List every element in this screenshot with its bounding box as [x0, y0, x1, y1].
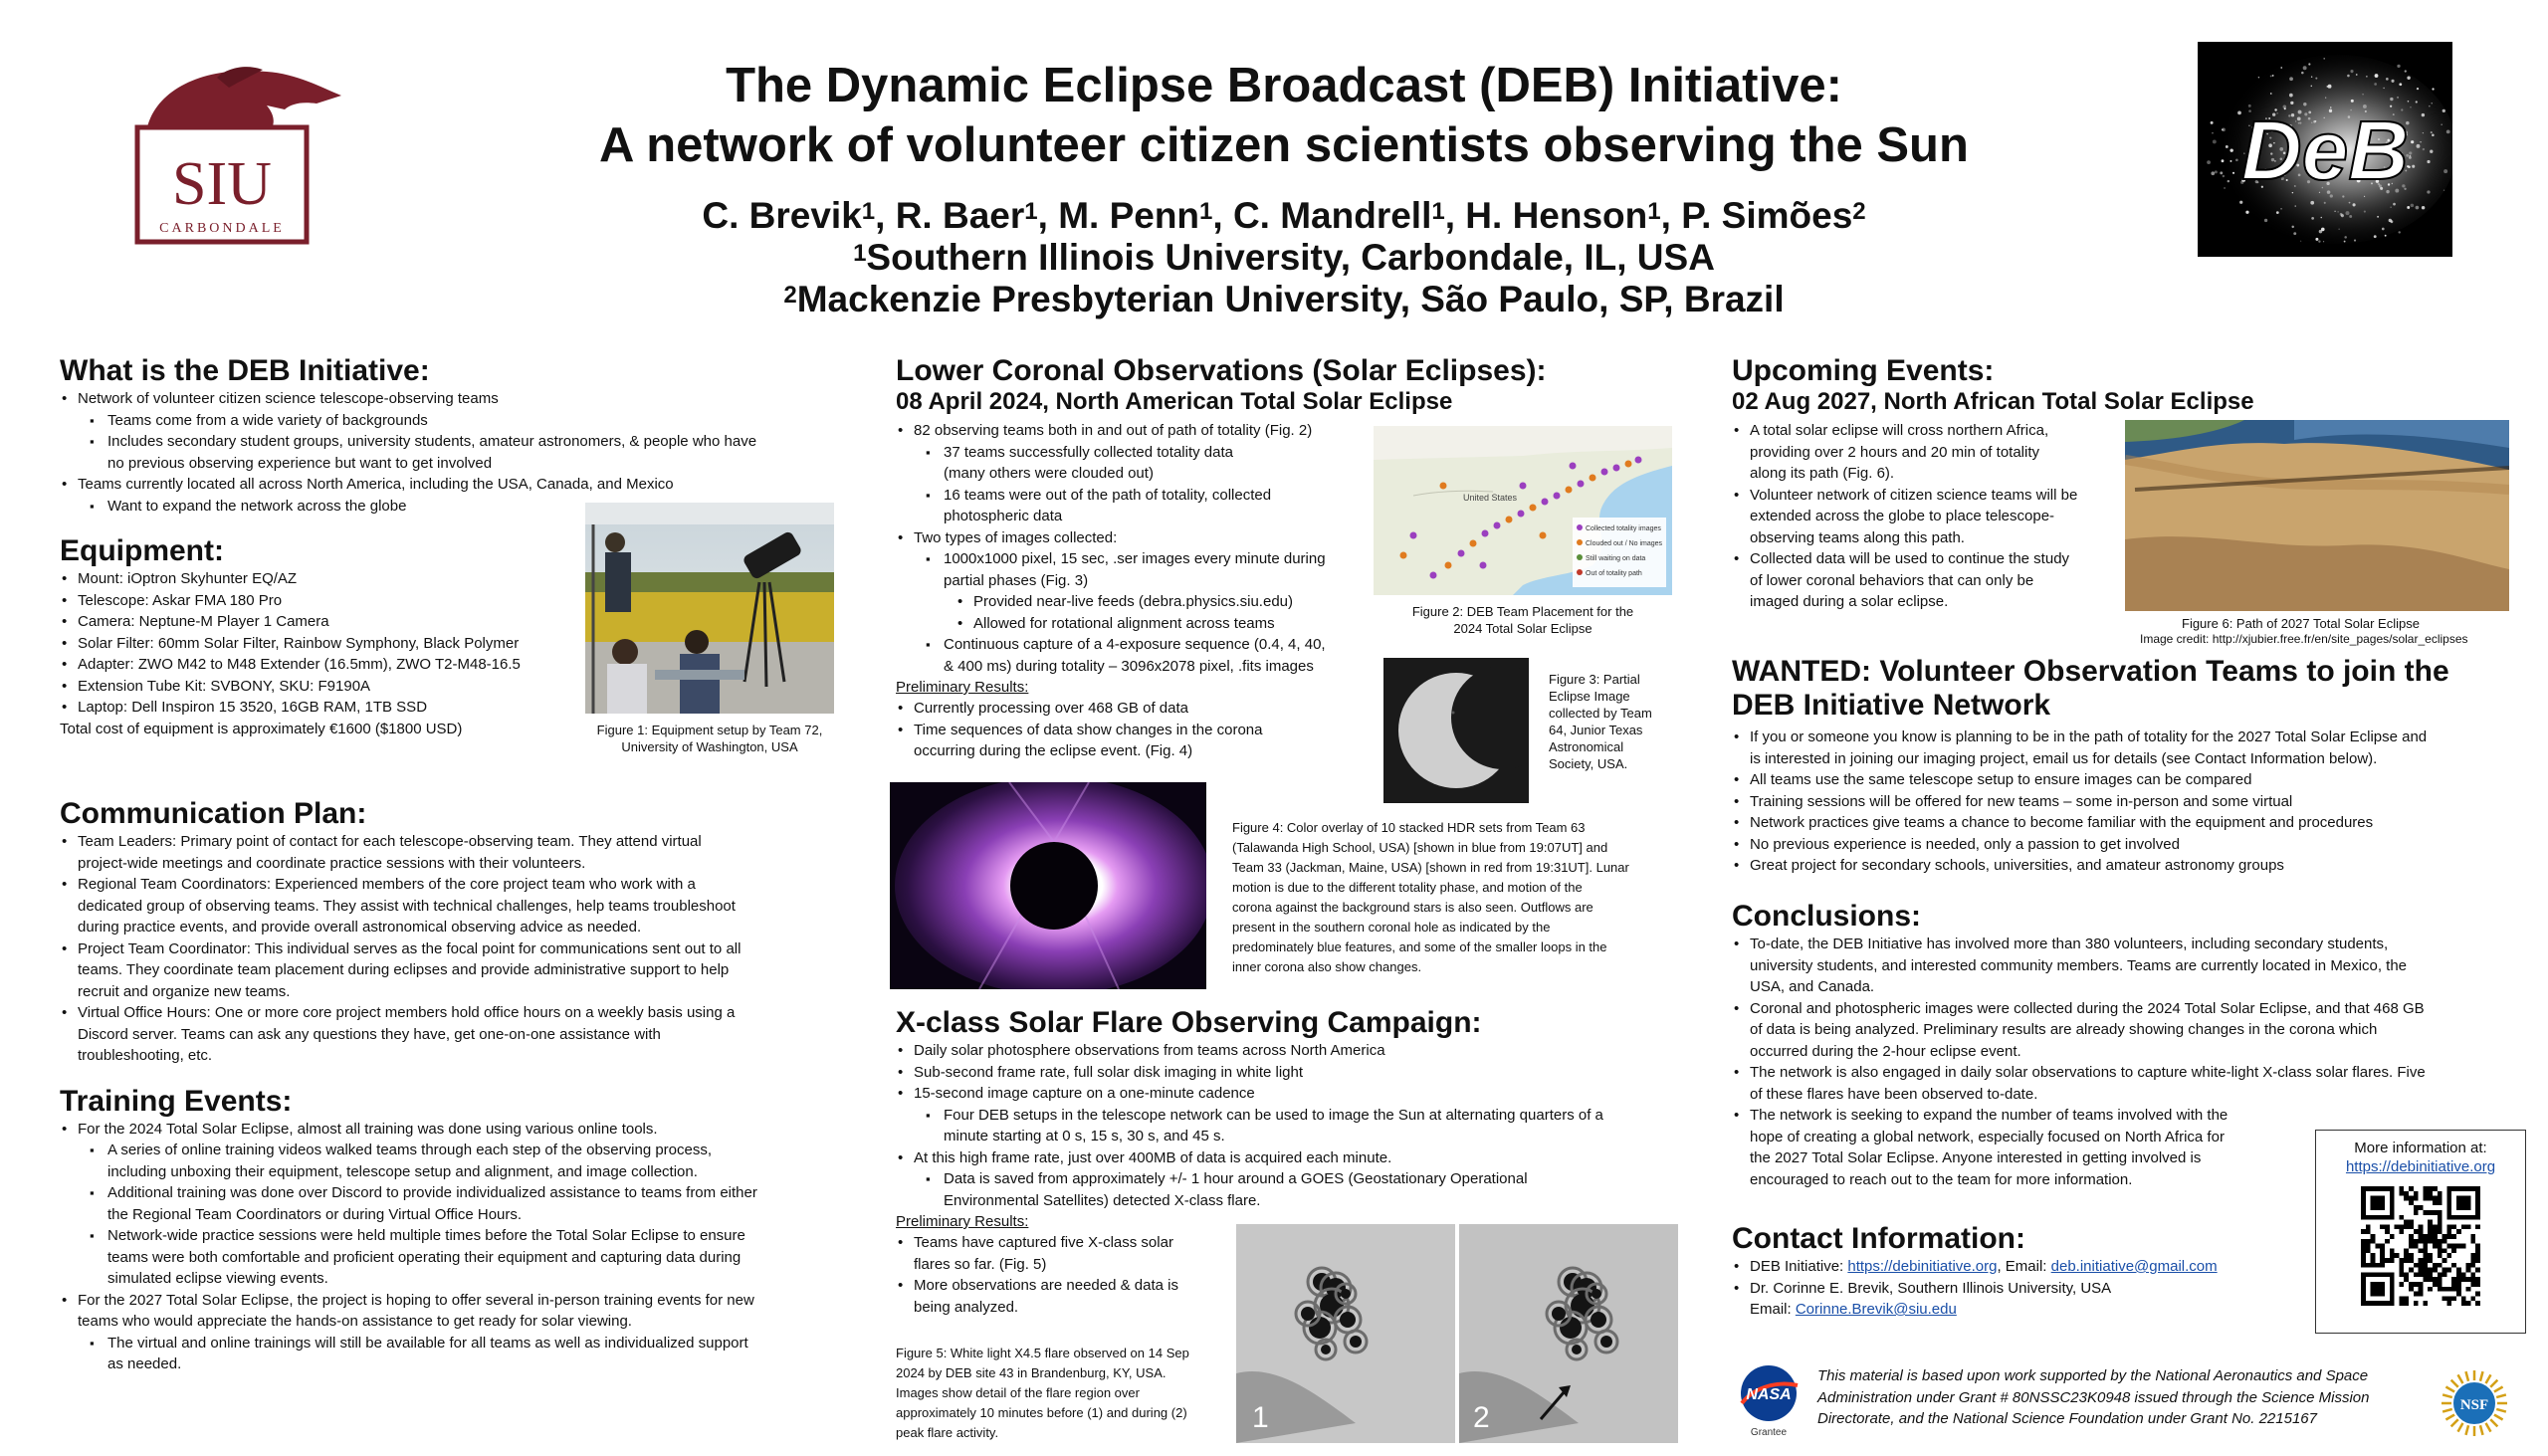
contact-list [1732, 1256, 2309, 1321]
more-info-box [2315, 1130, 2526, 1334]
team-location-marker [1566, 487, 1573, 494]
figure-6-caption: Figure 6: Path of 2027 Total Solar Eclipse [2182, 616, 2420, 631]
section-heading: Communication Plan: [60, 797, 367, 830]
list-item: • If you or someone you know is planning to be in the path of totality for the 2027 Total Solar Eclipse and [1732, 727, 2518, 748]
svg-text:Grantee: Grantee [1750, 1427, 1788, 1438]
sunspot [1320, 1294, 1344, 1318]
list-item: • Time sequences of data show changes in the corona [896, 720, 1364, 741]
equipment-total: Total cost of equipment is approximately €1600 ($1800 USD) [60, 720, 463, 737]
team-location-marker [1520, 483, 1527, 490]
figure-3-caption [1549, 671, 1678, 772]
qr-code[interactable] [2361, 1186, 2480, 1306]
list-item: ▪ Want to expand the network across the globe [60, 496, 846, 518]
affiliation-1: $^1$Southern Illinois University, Carbondale, IL, USA [853, 237, 1715, 278]
sunspot [1301, 1307, 1315, 1321]
team-location-marker [1445, 562, 1452, 569]
list-item: is interested in joining our imaging project, email us for details (see Contact Information below). [1750, 749, 2378, 767]
sunspot [1321, 1345, 1331, 1354]
text-line: inner corona also show changes. [1232, 959, 1422, 974]
text-line: Administration under Grant # 80NSSC23K0948 issued through the Science Mission [1817, 1388, 2370, 1406]
text-line: approximately 10 minutes before (1) and during (2) [896, 1405, 1187, 1420]
contact-line-brevik: • Dr. Corinne E. Brevik, Southern Illinois University, USA [1732, 1278, 2309, 1300]
text-line: 2024 by DEB site 43 in Brandenburg, KY, USA. [896, 1365, 1167, 1380]
sunspot [1592, 1289, 1601, 1299]
text-line: (Talawanda High School, USA) [shown in blue from 19:07UT] and [1232, 840, 1608, 855]
figure-5-flare-panel-2 [1459, 1224, 1678, 1443]
author: M. Penn$^1$ [1058, 195, 1213, 236]
list-item: (many others were clouded out) [944, 465, 1154, 482]
team-location-marker [1506, 517, 1513, 523]
team-location-marker [1430, 572, 1437, 579]
text-line: predominately blue features, and some of the smaller loops in the [1232, 939, 1607, 954]
team-location-marker [1458, 550, 1465, 557]
bullet-list [60, 831, 846, 1067]
affiliation-2: $^2$Mackenzie Presbyterian University, São Paulo, SP, Brazil [783, 279, 1785, 319]
section-training [60, 1085, 846, 1375]
sunspot [1552, 1307, 1566, 1321]
legend-marker [1577, 554, 1583, 560]
list-item: along its path (Fig. 6). [1750, 465, 1895, 482]
legend-label: Still waiting on data [1586, 555, 1646, 562]
list-item: ▪ 16 teams were out of the path of totality, collected [896, 485, 1364, 507]
list-item: • 15-second image capture on a one-minute cadence [896, 1083, 1702, 1105]
list-item: university students, and interested community members. Teams are currently located in Mexico, the [1750, 956, 2408, 974]
preliminary-results-label: Preliminary Results: [896, 679, 1029, 696]
list-item: ▪ The virtual and online trainings will still be available for all teams as well as individualized support [60, 1333, 846, 1354]
panel-label: 1 [1252, 1401, 1269, 1434]
preliminary-results-label: Preliminary Results: [896, 1213, 1029, 1230]
list-item: Discord server. Teams can ask any questions they have, get one-on-one assistance with [78, 1025, 661, 1043]
section-heading: X-class Solar Flare Observing Campaign: [896, 1006, 1482, 1039]
list-item: • Solar Filter: 60mm Solar Filter, Rainbow Symphony, Black Polymer [60, 633, 567, 655]
list-item: • Teams currently located all across North America, including the USA, Canada, and Mexico [60, 474, 846, 496]
text-line: Society, USA. [1549, 756, 1628, 771]
list-item: simulated eclipse viewing events. [107, 1270, 328, 1287]
list-item: ▪ 1000x1000 pixel, 15 sec, .ser images every minute during [896, 548, 1364, 570]
more-info-link[interactable]: https://debinitiative.org [2345, 1158, 2496, 1175]
section-what-is [60, 354, 846, 517]
list-item: • Telescope: Askar FMA 180 Pro [60, 590, 567, 612]
team-location-marker [1494, 522, 1501, 529]
list-item: • No previous experience is needed, only a passion to get involved [1732, 834, 2518, 856]
list-item: photospheric data [944, 508, 1063, 524]
sunspot [1591, 1312, 1606, 1328]
team-location-marker [1625, 461, 1632, 468]
list-item: the Regional Team Coordinators or during Virtual Office Hours. [107, 1205, 523, 1223]
text-line: Directorate, and the National Science Foundation under Grant No. 2215167 [1817, 1410, 2317, 1427]
section-heading: What is the DEB Initiative: [60, 354, 430, 387]
sunspot [1560, 1317, 1582, 1339]
bullet-list [896, 1040, 1702, 1211]
list-item: • Laptop: Dell Inspiron 15 3520, 16GB RAM, 1TB SSD [60, 697, 567, 719]
list-item: the 2027 Total Solar Eclipse. Anyone interested in getting involved is [1750, 1149, 2202, 1166]
equipment-list [60, 568, 567, 719]
nasa-logo [1736, 1363, 1802, 1439]
list-item: • For the 2024 Total Solar Eclipse, almost all training was done using various online tools. [60, 1119, 846, 1141]
poster-title-line1: The Dynamic Eclipse Broadcast (DEB) Initiative: [726, 59, 1842, 112]
text-line: peak flare activity. [896, 1425, 999, 1440]
bullet-list [1732, 420, 2120, 613]
section-communication [60, 797, 846, 1067]
list-item: being analyzed. [914, 1298, 1019, 1316]
section-wanted [1732, 655, 2518, 877]
text-line: Team 33 (Jackman, Maine, USA) [shown in red from 19:31UT]. Lunar [1232, 860, 1629, 875]
section-heading: Training Events: [60, 1084, 293, 1118]
text-line: Images show detail of the flare region over [896, 1385, 1140, 1400]
section-heading: Equipment: [60, 534, 224, 567]
list-item: • Mount: iOptron Skyhunter EQ/AZ [60, 568, 567, 590]
text-line: 64, Junior Texas [1549, 723, 1643, 737]
team-location-marker [1482, 530, 1489, 537]
author: C. Mandrell$^1$ [1232, 195, 1445, 236]
legend-marker [1577, 539, 1583, 545]
sunspot [1600, 1336, 1612, 1348]
list-item: • The network is seeking to expand the number of teams involved with the [1732, 1105, 2518, 1127]
figure-4-corona-overlay [890, 782, 1206, 989]
sunspot [1341, 1289, 1351, 1299]
list-item: ▪ 37 teams successfully collected totality data [896, 442, 1364, 464]
figure-5-caption [896, 1344, 1234, 1443]
text-line: motion is due to the different totality phase, and motion of the [1232, 880, 1583, 895]
deb-logo-text: DeB [2240, 104, 2410, 197]
list-item: • The network is also engaged in daily solar observations to capture white-light X-class solar flares. Five [1732, 1062, 2518, 1084]
website-link[interactable]: https://debinitiative.org [1847, 1258, 1998, 1275]
list-item: Environmental Satellites) detected X-class flare. [944, 1191, 1261, 1209]
list-item: teams. They coordinate team placement during eclipses and provide administrative support to help [78, 961, 730, 978]
list-item: of lower coronal behaviors that can only be [1750, 571, 2034, 589]
list-item: imaged during a solar eclipse. [1750, 593, 1949, 610]
team-location-marker [1530, 505, 1537, 512]
list-item: ▪ A series of online training videos walked teams through each step of the observing process, [60, 1140, 846, 1161]
text-line: Astronomical [1549, 739, 1624, 754]
deb-logo [2198, 42, 2452, 257]
list-item: ▪ Network-wide practice sessions were held multiple times before the Total Solar Eclipse to ensure [60, 1225, 846, 1247]
text-line: Figure 3: Partial [1549, 672, 1640, 687]
team-location-marker [1590, 475, 1596, 482]
list-item: ▪ Teams come from a wide variety of backgrounds [60, 410, 846, 432]
figure-5-flare-panel-1 [1236, 1224, 1455, 1443]
list-item: • Project Team Coordinator: This individual serves as the focal point for communications sent out to all [60, 938, 846, 960]
poster-title-line2: A network of volunteer citizen scientists observing the Sun [599, 118, 1969, 172]
list-item: ▪ Data is saved from approximately +/- 1 hour around a GOES (Geostationary Operational [896, 1168, 1702, 1190]
list-item: & 400 ms) during totality – 3096x2078 pixel, .fits images [944, 657, 1314, 675]
team-location-marker [1601, 469, 1608, 476]
list-item: recruit and organize new teams. [78, 982, 291, 1000]
list-item: as needed. [107, 1355, 182, 1372]
figure-2-caption: Figure 2: DEB Team Placement for the 2024 Total Solar Eclipse [1411, 604, 1634, 636]
list-item: ▪ Continuous capture of a 4-exposure sequence (0.4, 4, 40, [896, 634, 1364, 656]
list-item: ▪ Four DEB setups in the telescope network can be used to image the Sun at alternating quarters of a [896, 1105, 1702, 1127]
section-heading: Lower Coronal Observations (Solar Eclipses): [896, 354, 1547, 387]
text-line: Figure 5: White light X4.5 flare observed on 14 Sep [896, 1346, 1189, 1360]
author: R. Baer$^1$ [895, 195, 1038, 236]
nsf-logo [2441, 1369, 2508, 1437]
sunspot [1340, 1312, 1356, 1328]
list-item: USA, and Canada. [1750, 978, 1875, 995]
team-location-marker [1440, 483, 1447, 490]
list-item: during practice events, and provide overall astronomical observing advice as needed. [78, 919, 642, 936]
more-info-label: More information at: [2354, 1140, 2487, 1156]
list-item: ▪ Additional training was done over Discord to provide individualized assistance to teams from either [60, 1182, 846, 1204]
list-item: • Great project for secondary schools, universities, and amateur astronomy groups [1732, 855, 2518, 877]
list-item: • Training sessions will be offered for new teams – some in-person and some virtual [1732, 791, 2518, 813]
text-line: This material is based upon work supported by the National Aeronautics and Space [1817, 1367, 2369, 1384]
bullet-list [60, 388, 846, 517]
sunspot [1571, 1294, 1594, 1318]
list-item: • Two types of images collected: [896, 527, 1364, 549]
text-line: Figure 4: Color overlay of 10 stacked HDR sets from Team 63 [1232, 820, 1586, 835]
map-label: United States [1463, 493, 1518, 503]
list-item: • Sub-second frame rate, full solar disk imaging in white light [896, 1062, 1702, 1084]
list-item: minute starting at 0 s, 15 s, 30 s, and 45 s. [944, 1128, 1225, 1144]
team-location-marker [1578, 481, 1585, 488]
siu-logo [117, 58, 356, 247]
list-item: project-wide meetings and coordinate practice sessions with their volunteers. [78, 854, 586, 872]
list-item: • Extension Tube Kit: SVBONY, SKU: F9190A [60, 676, 567, 698]
column-middle [896, 354, 1702, 1449]
list-item: ▪ Includes secondary student groups, university students, amateur astronomers, & people who have [60, 431, 846, 453]
list-item: • Camera: Neptune-M Player 1 Camera [60, 611, 567, 633]
list-item: • Team Leaders: Primary point of contact for each telescope-observing team. They attend virtual [60, 831, 846, 853]
text-line: present in the southern coronal hole as indicated by the [1232, 920, 1551, 935]
bullet-list [1732, 727, 2518, 877]
legend-label: Clouded out / No images [1586, 540, 1663, 547]
bullet-list [896, 1232, 1234, 1318]
list-item: • Network of volunteer citizen science telescope-observing teams [60, 388, 846, 410]
legend-marker [1577, 524, 1583, 530]
list-item: troubleshooting, etc. [78, 1047, 213, 1064]
list-item: of data is being analyzed. Preliminary results are already showing changes in the corona which [1750, 1021, 2378, 1038]
siu-logo-sub: CARBONDALE [159, 221, 285, 236]
section-heading: Contact Information: [1732, 1222, 2025, 1255]
bullet-list [896, 698, 1364, 762]
figure-1-caption: Figure 1: Equipment setup by Team 72, University of Washington, USA [596, 723, 823, 754]
author: C. Brevik$^1$ [702, 195, 876, 236]
text-line: corona against the background stars is also seen. Outflows are [1232, 900, 1593, 915]
figure-6-credit: Image credit: http://xjubier.free.fr/en/site_pages/solar_eclipses [2140, 632, 2468, 646]
deb-email-link[interactable]: deb.initiative@gmail.com [2050, 1258, 2218, 1275]
team-location-marker [1400, 552, 1407, 559]
list-item: • Adapter: ZWO M42 to M48 Extender (16.5mm), ZWO T2-M48-16.5 [60, 654, 567, 676]
list-item: • A total solar eclipse will cross northern Africa, [1732, 420, 2120, 442]
team-location-marker [1635, 457, 1642, 464]
acknowledgment-text [1817, 1365, 2425, 1430]
contact-line-brevik-email: Email: Corinne.Brevik@siu.edu [1750, 1301, 1957, 1318]
sunspot [1350, 1336, 1362, 1348]
list-item: • Daily solar photosphere observations from teams across North America [896, 1040, 1702, 1062]
list-item: • Teams have captured five X-class solar [896, 1232, 1234, 1254]
legend-label: Collected totality images [1586, 525, 1661, 532]
list-item: • 82 observing teams both in and out of path of totality (Fig. 2) [896, 420, 1364, 442]
sunspot [1572, 1345, 1582, 1354]
svg-text:NASA: NASA [1746, 1386, 1792, 1403]
list-item: providing over 2 hours and 20 min of totality [1750, 443, 2039, 461]
list-item: occurred during the 2-hour eclipse event. [1750, 1042, 2021, 1060]
section-contact [1732, 1222, 2309, 1321]
list-item: • Collected data will be used to continue the study [1732, 548, 2120, 570]
figure-6-eclipse-path-map [2125, 420, 2509, 611]
list-item: hope of creating a global network, especially focused on North Africa for [1750, 1128, 2225, 1145]
team-location-marker [1554, 493, 1561, 500]
siu-logo-text: SIU [172, 150, 272, 218]
list-item: • Network practices give teams a chance to become familiar with the equipment and procedures [1732, 812, 2518, 834]
panel-label: 2 [1473, 1401, 1490, 1434]
team-location-marker [1410, 532, 1417, 539]
team-location-marker [1480, 562, 1487, 569]
list-item: encouraged to reach out to the team for more information. [1750, 1170, 2133, 1188]
list-item: • Regional Team Coordinators: Experienced members of the core project team who work with a [60, 874, 846, 896]
team-location-marker [1518, 511, 1525, 518]
list-item: including unboxing their equipment, telescope setup and alignment, and image collection. [107, 1162, 698, 1180]
section-subheading: 08 April 2024, North American Total Solar Eclipse [896, 388, 1453, 415]
list-item: • Currently processing over 468 GB of data [896, 698, 1364, 720]
list-item: • For the 2027 Total Solar Eclipse, the project is hoping to offer several in-person training events for new [60, 1290, 846, 1312]
list-item: • Volunteer network of citizen science teams will be [1732, 485, 2120, 507]
team-location-marker [1540, 532, 1547, 539]
list-item: • More observations are needed & data is [896, 1275, 1234, 1297]
sunspot [1309, 1317, 1331, 1339]
bullet-list [896, 420, 1364, 677]
section-equipment [60, 534, 846, 783]
text-line: Eclipse Image [1549, 689, 1630, 704]
legend-label: Out of totality path [1586, 570, 1642, 577]
section-heading: DEB Initiative Network [1732, 689, 2051, 722]
brevik-email-link[interactable]: Corinne.Brevik@siu.edu [1795, 1301, 1957, 1318]
author-list: C. Brevik$^1$, R. Baer$^1$, M. Penn$^1$, C. Mandrell$^1$, H. Henson$^1$, P. Simões$^2$ [702, 195, 1866, 236]
list-item: dedicated group of observing teams. They assist with technical challenges, help teams troubleshoot [78, 897, 736, 915]
list-item: teams who would appreciate the hands-on assistance to get ready for solar viewing. [78, 1313, 632, 1330]
figure-3-partial-eclipse [1383, 658, 1529, 803]
list-item: • Provided near-live feeds (debra.physics.siu.edu) [896, 591, 1364, 613]
list-item: • Allowed for rotational alignment across teams [896, 613, 1364, 635]
poster-header [378, 56, 2190, 320]
list-item: occurring during the eclipse event. (Fig. 4) [914, 742, 1193, 759]
list-item: • At this high frame rate, just over 400MB of data is acquired each minute. [896, 1147, 1702, 1169]
figure-4-caption [1232, 818, 1680, 977]
author: H. Henson$^1$ [1465, 195, 1661, 236]
team-location-marker [1570, 463, 1577, 470]
svg-text:NSF: NSF [2459, 1397, 2489, 1413]
contact-line-deb: • DEB Initiative: https://debinitiative.org, Email: deb.initiative@gmail.com [1732, 1256, 2309, 1278]
author: P. Simões$^2$ [1681, 195, 1866, 236]
section-subheading: 02 Aug 2027, North African Total Solar Eclipse [1732, 388, 2254, 415]
list-item: extended across the globe to place telescope- [1750, 508, 2055, 524]
section-heading: Conclusions: [1732, 900, 1922, 933]
list-item: • All teams use the same telescope setup to ensure images can be compared [1732, 769, 2518, 791]
section-heading: Upcoming Events: [1732, 354, 1995, 387]
bullet-list [60, 1119, 846, 1375]
list-item: teams were both comfortable and proficient operating their equipment and capturing data during [107, 1248, 742, 1266]
list-item: • Coronal and photospheric images were collected during the 2024 Total Solar Eclipse, and that 468 GB [1732, 998, 2518, 1020]
list-item: • To-date, the DEB Initiative has involved more than 380 volunteers, including secondary students, [1732, 934, 2518, 955]
team-location-marker [1542, 499, 1549, 506]
figure-2-map [1374, 426, 1672, 595]
list-item: no previous observing experience but want to get involved [107, 454, 493, 472]
figure-1-photo [585, 503, 834, 714]
list-item: of these flares have been observed to-date. [1750, 1085, 2038, 1103]
list-item: flares so far. (Fig. 5) [914, 1255, 1047, 1273]
list-item: observing teams along this path. [1750, 528, 1965, 546]
team-location-marker [1470, 540, 1477, 547]
list-item: • Virtual Office Hours: One or more core project members hold office hours on a weekly basis using a [60, 1002, 846, 1024]
legend-marker [1577, 569, 1583, 575]
column-left [60, 354, 846, 1389]
list-item: partial phases (Fig. 3) [944, 571, 1089, 589]
text-line: collected by Team [1549, 706, 1652, 721]
team-location-marker [1613, 465, 1620, 472]
section-heading: WANTED: Volunteer Observation Teams to join the [1732, 655, 2449, 688]
